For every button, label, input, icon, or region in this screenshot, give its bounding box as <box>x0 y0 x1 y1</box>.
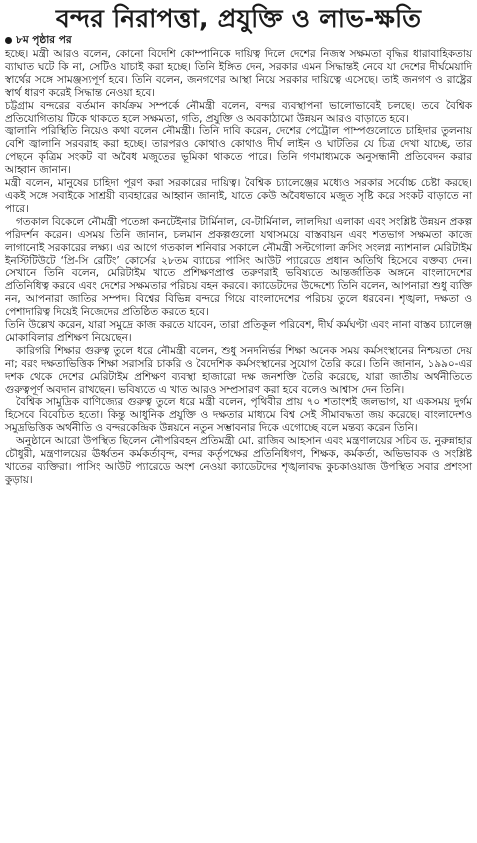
page-jump-note <box>5 34 472 47</box>
paragraph: গতকাল বিকেলে নৌমন্ত্রী পতেঙ্গা কনটেইনার টার্মিনাল, বে-টার্মিনাল, লালদিয়া এলাকা এবং সংশ্লিষ্ট উন্নয়ন প্রকল্প পরিদর্শন করেন। এসময় তিনি জানান, চলমান প্রকল্পগুলো যথাসময়ে বাস্তবায়ন এবং শতভাগ সক্ষমতা কাজে লাগানোই সরকারের লক্ষ্য। এর আগে গতকাল শনিবার সকালে নৌমন্ত্রী সল্টগোলা ক্রসিং সংলগ্ন ন্যাশনাল মেরিটাইম ইনস্টিটিউটে ‘প্রি-সি রেটিং’ কোর্সের ২৮তম ব্যাচের পাসিং আউট প্যারেডে প্রধান অতিথি হিসেবে বক্তব্য দেন। সেখানে তিনি বলেন, মেরিটাইম খাতে প্রশিক্ষণপ্রাপ্ত তরুণরাই ভবিষ্যতে আন্তর্জাতিক অঙ্গনে বাংলাদেশের প্রতিনিধিত্ব করবে এবং দেশের সক্ষমতার পরিচয় বহন করবে। ক্যাডেটদের উদ্দেশ্যে তিনি বলেন, আপনারা শুধু ব্যক্তি নন, আপনারা জাতির সম্পদ। বিশ্বের বিভিন্ন বন্দরে গিয়ে বাংলাদেশের পরিচয় তুলে ধরবেন। শৃঙ্খলা, দক্ষতা ও পেশাদারিত্ব দিয়েই নিজেদের প্রতিষ্ঠিত করতে হবে। <box>5 215 472 319</box>
paragraph: বৈশ্বিক সামুদ্রিক বাণিজ্যের গুরুত্ব তুলে ধরে মন্ত্রী বলেন, পৃথিবীর প্রায় ৭০ শতাংশই জলভাগ, যা একসময় দুর্গম হিসেবে বিবেচিত হতো। কিন্তু আধুনিক প্রযুক্তি ও দক্ষতার মাধ্যমে বিশ্ব সেই সীমাবদ্ধতা জয় করেছে। বাংলাদেশও সমুদ্রভিত্তিক অর্থনীতি ও বন্দরকেন্দ্রিক উন্নয়নে নতুন সম্ভাবনার দিকে এগোচ্ছে বলে মন্তব্য করেন তিনি। <box>5 396 472 435</box>
paragraph: চট্টগ্রাম বন্দরের বর্তমান কার্যক্রম সম্পর্কে নৌমন্ত্রী বলেন, বন্দর ব্যবস্থাপনা ভালোভাবেই চলছে। তবে বৈশ্বিক প্রতিযোগিতায় টিকে থাকতে হলে সক্ষমতা, গতি, প্রযুক্তি ও অবকাঠামো উন্নয়ন আরও বাড়াতে হবে। <box>5 99 472 125</box>
paragraph: কারিগরি শিক্ষার গুরুত্ব তুলে ধরে নৌমন্ত্রী বলেন, শুধু সনদনির্ভর শিক্ষা অনেক সময় কর্মসংস্থানের নিশ্চয়তা দেয় না; বরং দক্ষতাভিত্তিক শিক্ষা সরাসরি চাকরি ও বৈদেশিক কর্মসংস্থানের সুযোগ তৈরি করে। তিনি জানান, ১৯৯০-এর দশক থেকে দেশের মেরিটাইম প্রশিক্ষণ ব্যবস্থা হাজারো দক্ষ জনশক্তি তৈরি করেছে, যারা জাতীয় অর্থনীতিতে গুরুত্বপূর্ণ অবদান রাখছেন। ভবিষ্যতে এ খাত আরও সম্প্রসারণ করা হবে বলেও আশ্বাস দেন তিনি। <box>5 344 472 396</box>
article-headline: বন্দর নিরাপত্তা, প্রযুক্তি ও লাভ-ক্ষতি <box>55 4 422 33</box>
jump-label: ৮ম পৃষ্ঠার পর <box>16 34 72 46</box>
article-body <box>5 48 472 487</box>
bullet-icon <box>5 37 12 44</box>
paragraph: হচ্ছে। মন্ত্রী আরও বলেন, কোনো বিদেশি কোম্পানিকে দায়িত্ব দিলে দেশের নিজস্ব সক্ষমতা বৃদ্ধির ধারাবাহিকতায় ব্যাঘাত ঘটে কি না, সেটিও যাচাই করা হচ্ছে। তিনি ইঙ্গিত দেন, সরকার এমন সিদ্ধান্তই নেবে যা দেশের দীর্ঘমেয়াদি স্বার্থের সঙ্গে সামঞ্জস্যপূর্ণ হবে। তিনি বলেন, জনগণের আস্থা নিয়ে সরকার দায়িত্বে এসেছে। তাই জনগণ ও রাষ্ট্রের স্বার্থ ধারণ করেই সিদ্ধান্ত নেওয়া হবে। <box>5 48 472 99</box>
paragraph: অনুষ্ঠানে আরো উপস্থিত ছিলেন নৌপরিবহন প্রতিমন্ত্রী মো. রাজিব আহসান এবং মন্ত্রণালয়ের সচিব ড. নুরুন্নাহার চৌধুরী, মন্ত্রণালয়ের ঊর্ধ্বতন কর্মকর্তাবৃন্দ, বন্দর কর্তৃপক্ষের প্রতিনিধিগণ, শিক্ষক, কর্মকর্তা, অভিভাবক ও সংশ্লিষ্ট খাতের ব্যক্তিরা। পাসিং আউট প্যারেডে অংশ নেওয়া ক্যাডেটদের শৃঙ্খলাবদ্ধ কুচকাওয়াজ উপস্থিত সবার প্রশংসা কুড়ায়। <box>5 435 472 486</box>
paragraph: মন্ত্রী বলেন, মানুষের চাহিদা পূরণ করা সরকারের দায়িত্ব। বৈশ্বিক চ্যালেঞ্জের মধ্যেও সরকার সর্বোচ্চ চেষ্টা করছে। একই সঙ্গে সবাইকে সাশ্রয়ী ব্যবহারের আহ্বান জানাই, যাতে কেউ অবৈধভাবে মজুত সৃষ্টি করে সংকট বাড়াতে না পারে। <box>5 177 472 215</box>
paragraph: তিনি উল্লেখ করেন, যারা সমুদ্রে কাজ করতে যাবেন, তারা প্রতিকূল পরিবেশ, দীর্ঘ কর্মঘণ্টা এবং নানা বাস্তব চ্যালেঞ্জ মোকাবিলার প্রশিক্ষণ নিয়েছেন। <box>5 319 472 344</box>
paragraph: জ্বালানি পরিস্থিতি নিয়েও কথা বলেন নৌমন্ত্রী। তিনি দাবি করেন, দেশের পেট্রোল পাম্পগুলোতে চাহিদার তুলনায় বেশি জ্বালানি সরবরাহ করা হচ্ছে। তারপরও কোথাও কোথাও দীর্ঘ লাইন ও ঘাটতির যে চিত্র দেখা যাচ্ছে, তার পেছনে কৃত্রিম সংকট বা অবৈধ মজুতের ভূমিকা থাকতে পারে। তিনি গণমাধ্যমকে অনুসন্ধানী প্রতিবেদন করার আহ্বান জানান। <box>5 125 472 177</box>
